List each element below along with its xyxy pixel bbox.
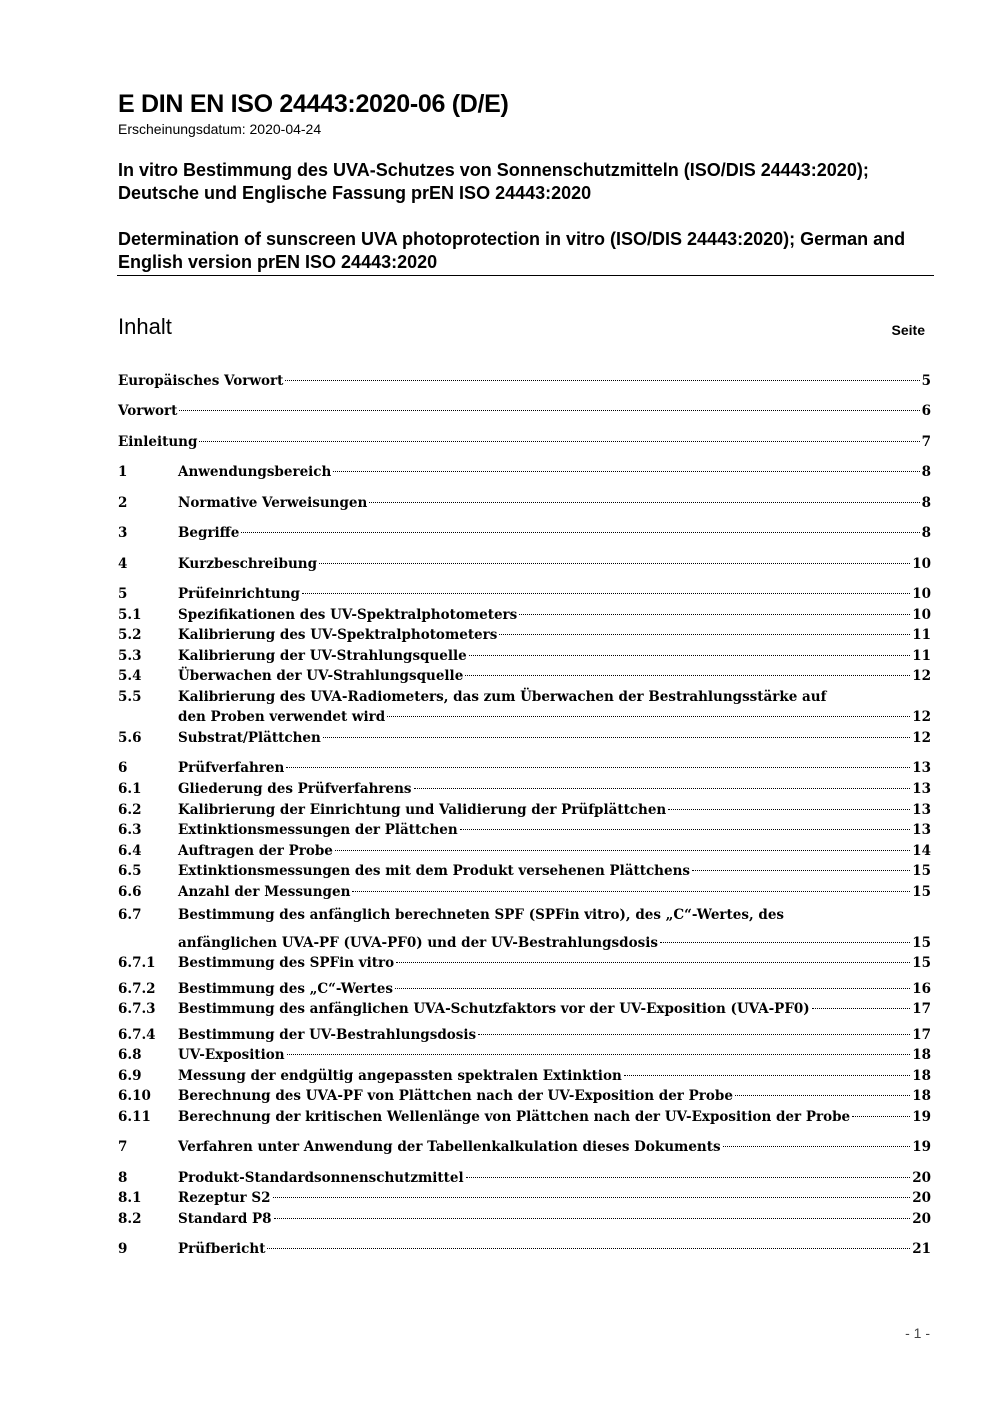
toc-entry-page[interactable]: 17 <box>912 1001 931 1017</box>
toc-entry-page[interactable]: 20 <box>912 1211 931 1227</box>
toc-entry-title[interactable]: Auftragen der Probe <box>178 843 333 859</box>
toc-entry-page[interactable]: 15 <box>912 863 931 879</box>
toc-entry-title[interactable]: Spezifikationen des UV-Spektralphotometers <box>178 607 518 623</box>
toc-entry-title[interactable]: Europäisches Vorwort <box>118 373 284 389</box>
toc-entry-page[interactable]: 13 <box>912 781 931 797</box>
toc-leader-dots <box>735 1094 910 1096</box>
footer-page-number: - 1 - <box>905 1325 930 1341</box>
toc-entry-number: 6.4 <box>118 843 142 859</box>
toc-entry-page[interactable]: 13 <box>912 760 931 776</box>
toc-leader-dots <box>369 501 919 503</box>
toc-entry-number: 3 <box>118 525 128 541</box>
toc-entry[interactable] <box>118 758 931 778</box>
toc-leader-dots <box>465 674 910 676</box>
toc-leader-dots <box>285 379 919 381</box>
toc-entry-page[interactable]: 19 <box>912 1109 931 1125</box>
toc-entry-number: 5.4 <box>118 668 142 684</box>
toc-entry-number: 5.3 <box>118 648 142 664</box>
toc-entry-title[interactable]: Normative Verweisungen <box>178 495 368 511</box>
toc-entry-number: 9 <box>118 1241 128 1257</box>
toc-entry-title[interactable]: Überwachen der UV-Strahlungsquelle <box>178 668 464 684</box>
publication-date: Erscheinungsdatum: 2020-04-24 <box>118 121 322 137</box>
toc-entry-title[interactable]: Bestimmung des „C“-Wertes <box>178 981 393 997</box>
toc-entry-number: 6.1 <box>118 781 142 797</box>
toc-leader-dots <box>852 1115 910 1117</box>
toc-entry-page[interactable]: 15 <box>912 955 931 971</box>
toc-entry-number: 5.5 <box>118 689 142 705</box>
toc-entry-number: 6.7 <box>118 907 142 923</box>
toc-entry[interactable] <box>118 666 931 686</box>
toc-entry[interactable] <box>118 779 931 799</box>
toc-leader-dots <box>499 633 910 635</box>
toc-entry[interactable] <box>118 371 931 391</box>
toc-entry-number: 5.1 <box>118 607 142 623</box>
toc-entry-number: 6.3 <box>118 822 142 838</box>
toc-entry[interactable] <box>118 1025 931 1045</box>
toc-entry-title[interactable]: Messung der endgültig angepassten spektralen Extinktion <box>178 1068 622 1084</box>
toc-entry[interactable] <box>118 554 931 574</box>
toc-entry[interactable] <box>118 800 931 820</box>
toc-entry-title[interactable]: Kurzbeschreibung <box>178 556 318 572</box>
toc-entry[interactable] <box>118 979 931 999</box>
toc-entry[interactable] <box>118 841 931 861</box>
toc-heading: Inhalt <box>118 314 172 339</box>
title-german: In vitro Bestimmung des UVA-Schutzes von Sonnenschutzmitteln (ISO/DIS 24443:2020); Deutsche und Englische Fassung prEN ISO 24443:2020 <box>118 160 869 203</box>
toc-entry[interactable] <box>118 1107 931 1127</box>
toc-entry[interactable] <box>118 462 931 482</box>
toc-page-column-label: Seite <box>891 322 925 338</box>
toc-leader-dots <box>460 828 911 830</box>
toc-leader-dots <box>624 1074 910 1076</box>
toc-entry-page[interactable]: 13 <box>912 802 931 818</box>
toc-entry-page[interactable]: 12 <box>912 730 931 746</box>
toc-entry-page[interactable]: 13 <box>912 822 931 838</box>
toc-entry-title[interactable]: Kalibrierung des UV-Spektralphotometers <box>178 627 498 643</box>
toc-entry-title[interactable]: Rezeptur S2 <box>178 1190 271 1206</box>
toc-entry-page[interactable]: 8 <box>921 495 931 511</box>
toc-entry-page[interactable]: 11 <box>912 648 931 664</box>
toc-entry-title[interactable]: Gliederung des Prüfverfahrens <box>178 781 412 797</box>
toc-entry-title[interactable]: Vorwort <box>118 403 178 419</box>
toc-entry-page[interactable]: 19 <box>912 1139 931 1155</box>
toc-entry-title[interactable]: Einleitung <box>118 434 198 450</box>
toc-leader-dots <box>335 849 910 851</box>
toc-entry-title[interactable]: Anzahl der Messungen <box>178 884 351 900</box>
toc-leader-dots <box>668 808 910 810</box>
toc-entry-number: 7 <box>118 1139 128 1155</box>
toc-entry-number: 4 <box>118 556 128 572</box>
toc-entry-page[interactable]: 8 <box>921 525 931 541</box>
toc-entry-title[interactable]: Berechnung des UVA-PF von Plättchen nach der UV-Exposition der Probe <box>178 1088 733 1104</box>
toc-entry-title[interactable]: Prüfbericht <box>178 1241 266 1257</box>
toc-entry-page[interactable]: 6 <box>921 403 931 419</box>
toc-entry-title[interactable]: Verfahren unter Anwendung der Tabellenkalkulation dieses Dokuments <box>178 1139 721 1155</box>
toc-entry[interactable] <box>118 1209 931 1229</box>
toc-entry-title[interactable]: Kalibrierung der UV-Strahlungsquelle <box>178 648 467 664</box>
toc-entry-title[interactable]: Bestimmung der UV-Bestrahlungsdosis <box>178 1027 477 1043</box>
title-english: Determination of sunscreen UVA photoprotection in vitro (ISO/DIS 24443:2020); German and English version prEN ISO 24443:2020 <box>118 229 906 272</box>
toc-entry-number: 6.8 <box>118 1047 142 1063</box>
toc-entry-number: 5.6 <box>118 730 142 746</box>
toc-entry[interactable] <box>118 953 931 973</box>
toc-entry[interactable] <box>118 584 931 604</box>
toc-entry[interactable] <box>118 728 931 748</box>
toc-entry-title[interactable]: Kalibrierung des UVA-Radiometers, das zum Überwachen der Bestrahlungsstärke auf <box>178 689 827 705</box>
toc-entry-title[interactable]: Standard P8 <box>178 1211 272 1227</box>
toc-entry-number: 6 <box>118 760 128 776</box>
toc-leader-dots <box>333 470 919 472</box>
toc-leader-dots <box>274 1217 911 1219</box>
toc-leader-dots <box>414 787 911 789</box>
toc-entry-title[interactable]: Bestimmung des SPFin vitro <box>178 955 395 971</box>
toc-entry[interactable] <box>118 882 931 902</box>
header-rule <box>117 275 934 276</box>
toc-entry[interactable] <box>118 1137 931 1157</box>
toc-entry-number: 6.7.2 <box>118 981 156 997</box>
toc-leader-dots <box>692 869 910 871</box>
toc-leader-dots <box>660 941 910 943</box>
toc-entry-title[interactable]: Kalibrierung der Einrichtung und Validierung der Prüfplättchen <box>178 802 667 818</box>
toc-leader-dots <box>519 613 910 615</box>
toc-entry-number: 8 <box>118 1170 128 1186</box>
toc-leader-dots <box>199 440 919 442</box>
toc-entry-page[interactable]: 20 <box>912 1190 931 1206</box>
toc-entry[interactable] <box>118 687 931 727</box>
toc-entry-title[interactable]: Extinktionsmessungen des mit dem Produkt versehenen Plättchens <box>178 863 691 879</box>
toc-entry-title[interactable]: Produkt-Standardsonnenschutzmittel <box>178 1170 464 1186</box>
toc-leader-dots <box>478 1033 910 1035</box>
toc-entry-number: 6.9 <box>118 1068 142 1084</box>
toc-leader-dots <box>302 592 910 594</box>
toc-leader-dots <box>287 1053 911 1055</box>
toc-entry[interactable] <box>118 1188 931 1208</box>
toc-entry-page[interactable]: 16 <box>912 981 931 997</box>
toc-entry-number: 5 <box>118 586 128 602</box>
toc-entry-title[interactable]: Prüfverfahren <box>178 760 285 776</box>
toc-entry[interactable] <box>118 432 931 452</box>
toc-entry-title-continued[interactable]: den Proben verwendet wird <box>178 709 386 725</box>
toc-entry[interactable] <box>118 646 931 666</box>
toc-entry-number: 6.6 <box>118 884 142 900</box>
toc-entry[interactable] <box>118 401 931 421</box>
toc-entry-title[interactable]: Bestimmung des anfänglich berechneten SPF (SPFin vitro), des „C“-Wertes, des <box>178 907 785 923</box>
toc-entry-page[interactable]: 20 <box>912 1170 931 1186</box>
toc-entry-page[interactable]: 17 <box>912 1027 931 1043</box>
toc-entry[interactable] <box>118 999 931 1019</box>
toc-entry[interactable] <box>118 1168 931 1188</box>
toc-entry[interactable] <box>118 820 931 840</box>
toc-leader-dots <box>723 1145 911 1147</box>
toc-entry-number: 6.11 <box>118 1109 151 1125</box>
toc-entry-number: 8.2 <box>118 1211 142 1227</box>
toc-entry-number: 5.2 <box>118 627 142 643</box>
toc-entry-page[interactable]: 5 <box>921 373 931 389</box>
toc-entry-number: 1 <box>118 464 128 480</box>
toc-entry-page[interactable]: 21 <box>912 1241 931 1257</box>
toc-leader-dots <box>286 766 910 768</box>
toc-entry-page[interactable]: 11 <box>912 627 931 643</box>
toc-entry[interactable] <box>118 523 931 543</box>
toc-entry-page[interactable]: 15 <box>912 935 931 951</box>
toc-leader-dots <box>179 409 919 411</box>
toc-entry-page[interactable]: 15 <box>912 884 931 900</box>
toc-entry-title[interactable]: Anwendungsbereich <box>178 464 332 480</box>
toc-leader-dots <box>469 654 910 656</box>
toc-entry[interactable] <box>118 625 931 645</box>
toc-leader-dots <box>395 987 910 989</box>
toc-entry-title[interactable]: Begriffe <box>178 525 240 541</box>
toc-entry-number: 6.7.1 <box>118 955 156 971</box>
toc-entry-page[interactable]: 14 <box>912 843 931 859</box>
toc-entry-title[interactable]: Berechnung der kritischen Wellenlänge von Plättchen nach der UV-Exposition der Probe <box>178 1109 851 1125</box>
toc-entry-page[interactable]: 7 <box>921 434 931 450</box>
toc-entry[interactable] <box>118 1239 931 1259</box>
toc-entry-number: 2 <box>118 495 128 511</box>
toc-entry-title-continued[interactable]: anfänglichen UVA-PF (UVA-PF0) und der UV-Bestrahlungsdosis <box>178 935 658 951</box>
toc-entry-page[interactable]: 18 <box>912 1047 931 1063</box>
toc-entry[interactable] <box>118 1066 931 1086</box>
toc-leader-dots <box>273 1196 911 1198</box>
toc-leader-dots <box>323 736 910 738</box>
toc-entry-title[interactable]: UV-Exposition <box>178 1047 285 1063</box>
toc-entry-number: 6.2 <box>118 802 142 818</box>
toc-entry-number: 6.5 <box>118 863 142 879</box>
toc-entry-page[interactable]: 10 <box>912 586 931 602</box>
toc-entry-page[interactable]: 8 <box>921 464 931 480</box>
toc-entry-page[interactable]: 18 <box>912 1088 931 1104</box>
toc-entry-number: 8.1 <box>118 1190 142 1206</box>
toc-entry-title[interactable]: Substrat/Plättchen <box>178 730 321 746</box>
toc-entry-title[interactable]: Bestimmung des anfänglichen UVA-Schutzfaktors vor der UV-Exposition (UVA-PF0) <box>178 1001 810 1017</box>
toc-entry[interactable] <box>118 605 931 625</box>
document-id: E DIN EN ISO 24443:2020-06 (D/E) <box>118 90 509 118</box>
toc-entry[interactable] <box>118 1045 931 1065</box>
toc-entry-number: 6.10 <box>118 1088 151 1104</box>
toc-entry[interactable] <box>118 861 931 881</box>
toc-entry-page[interactable]: 18 <box>912 1068 931 1084</box>
toc-entry[interactable] <box>118 493 931 513</box>
toc-leader-dots <box>812 1007 911 1009</box>
toc-entry-page[interactable]: 10 <box>912 607 931 623</box>
toc-leader-dots <box>396 961 910 963</box>
toc-entry-page[interactable]: 12 <box>912 709 931 725</box>
toc-entry-title[interactable]: Extinktionsmessungen der Plättchen <box>178 822 458 838</box>
toc-leader-dots <box>466 1176 911 1178</box>
toc-entry[interactable] <box>118 1086 931 1106</box>
toc-leader-dots <box>387 715 910 717</box>
toc-entry-title[interactable]: Prüfeinrichtung <box>178 586 301 602</box>
toc-leader-dots <box>352 890 910 892</box>
toc-entry-page[interactable]: 12 <box>912 668 931 684</box>
toc-leader-dots <box>267 1247 910 1249</box>
toc-leader-dots <box>319 562 910 564</box>
toc-entry-number: 6.7.4 <box>118 1027 156 1043</box>
toc-entry-number: 6.7.3 <box>118 1001 156 1017</box>
toc-entry-page[interactable]: 10 <box>912 556 931 572</box>
toc-leader-dots <box>241 531 919 533</box>
toc-entry[interactable] <box>118 902 931 958</box>
